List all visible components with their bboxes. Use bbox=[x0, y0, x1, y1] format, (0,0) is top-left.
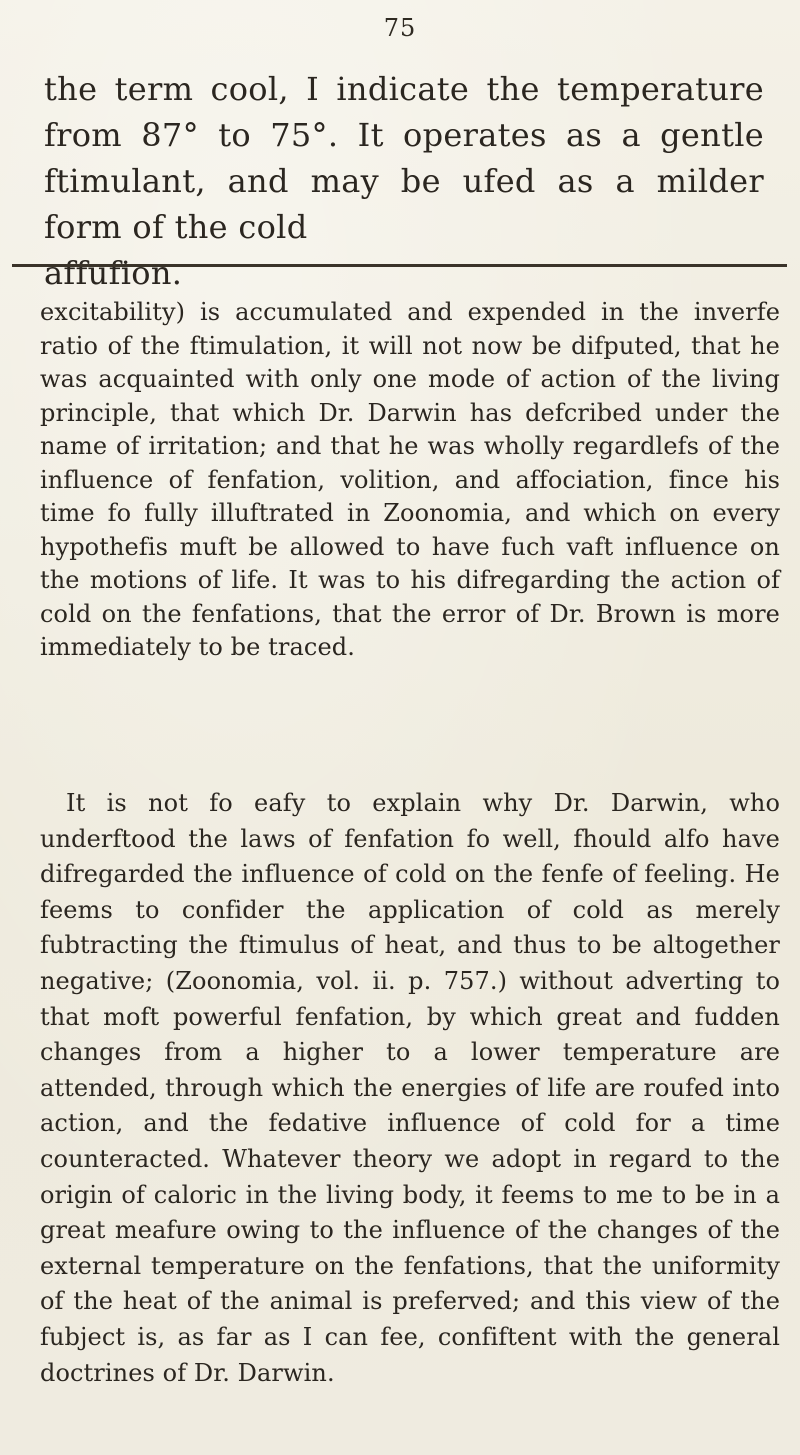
third-paragraph bbox=[40, 786, 780, 1391]
top-paragraph-text: the term cool, I indicate the temperature from 87° to 75°. It operates as a gentle ftimulant, and may be ufed as a milder form of the cold bbox=[44, 70, 764, 246]
section-divider bbox=[12, 264, 787, 267]
second-paragraph: excitability) is accumulated and expended in the inverfe ratio of the ftimulation, it will not now be difputed, that he was acquainted with only one mode of action of the living principle, that which Dr. Darwin has defcribed under the name of irritation; and that he was wholly regardlefs of the influence of fenfation, volition, and affociation, fince his time fo fully illuftrated in Zoonomia, and which on every hypothefis muft be allowed to have fuch vaft influence on the motions of life. It was to his difregarding the action of cold on the fenfations, that the error of Dr. Brown is more immediately to be traced. bbox=[40, 298, 780, 661]
top-paragraph-tail: affufion. bbox=[44, 254, 183, 292]
page-number: 75 bbox=[383, 14, 417, 42]
top-paragraph bbox=[44, 66, 764, 296]
third-paragraph-text: It is not fo eafy to explain why Dr. Darwin, who underftood the laws of fenfation fo well, fhould alfo have difregarded the influence of cold on the fenfe of feeling. He feems to confider the application of cold as merely fubtracting the ftimulus of heat, and thus to be altogether negative; (Zoonomia, vol. ii. p. 757.) without adverting to that moft powerful fenfation, by which great and fudden changes from a higher to a lower temperature are attended, through which the energies of life are roufed into action, and the fedative influence of cold for a time counteracted. Whatever theory we adopt in regard to the origin of caloric in the living body, it feems to me to be in a great meafure owing to the influence of the changes of the external temperature on the fenfations, that the uniformity of the heat of the animal is preferved; and this view of the fubject is, as far as I can fee, confiftent with the general doctrines of Dr. Darwin. bbox=[40, 789, 780, 1387]
